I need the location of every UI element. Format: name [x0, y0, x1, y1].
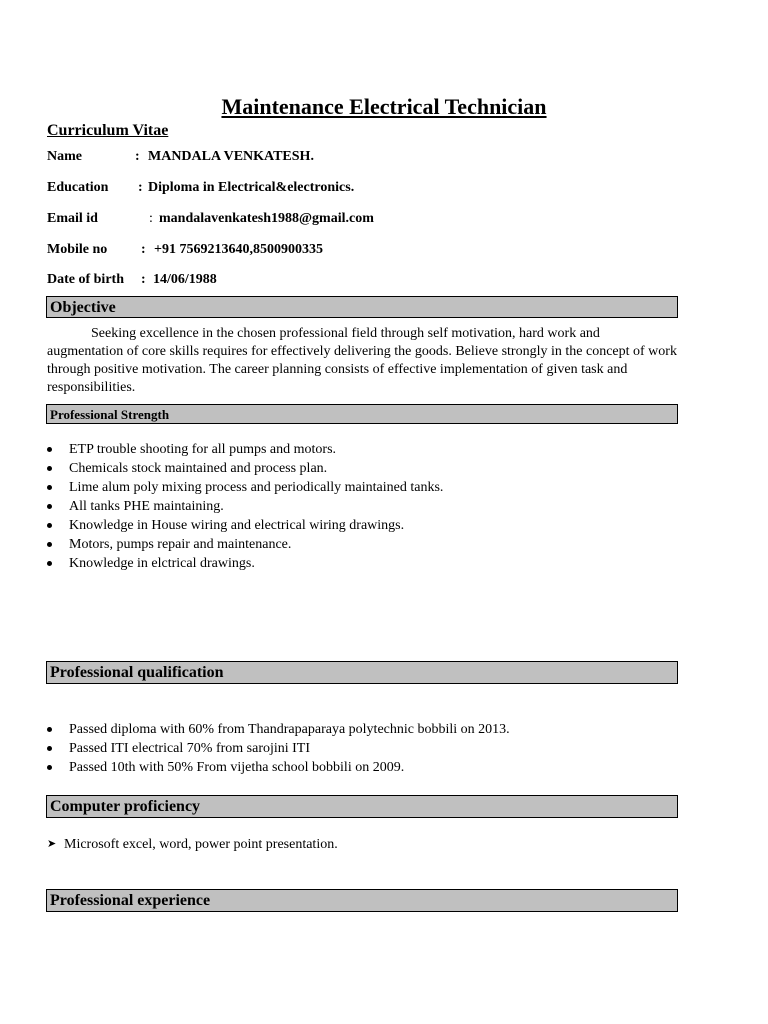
info-value: 14/06/1988 [153, 272, 217, 287]
list-item-text: Knowledge in elctrical drawings. [69, 556, 255, 571]
list-item [47, 440, 443, 459]
bullet-dot-icon [47, 561, 52, 566]
section-heading-objective [46, 296, 678, 318]
objective-paragraph [47, 325, 677, 397]
list-item [47, 516, 443, 535]
list-item [47, 739, 510, 758]
section-heading-qualification [46, 661, 678, 684]
list-item-text: Chemicals stock maintained and process plan. [69, 461, 328, 476]
list-item [47, 835, 338, 854]
info-separator: : [149, 211, 153, 226]
section-heading-experience [46, 889, 678, 912]
bullet-dot-icon [47, 466, 52, 471]
bullet-dot-icon [47, 485, 52, 490]
list-item-text: Lime alum poly mixing process and periodically maintained tanks. [69, 480, 444, 495]
list-item-text: All tanks PHE maintaining. [69, 499, 224, 514]
section-heading-text: Objective [50, 299, 116, 316]
info-row-email [47, 211, 374, 227]
info-label: Date of birth [47, 272, 124, 287]
info-value: Diploma in Electrical&electronics. [148, 180, 355, 195]
list-item [47, 720, 510, 739]
info-row-mobile [47, 242, 323, 258]
list-item-text: Microsoft excel, word, power point presentation. [64, 837, 338, 852]
info-row-education [47, 180, 354, 196]
section-heading-text: Professional qualification [50, 664, 224, 681]
info-separator: : [141, 272, 146, 287]
list-item-text: Passed ITI electrical 70% from sarojini ITI [69, 741, 311, 756]
section-heading-computer [46, 795, 678, 818]
list-item [47, 478, 443, 497]
info-label: Education [47, 180, 109, 195]
strength-list [47, 440, 443, 573]
bullet-dot-icon [47, 727, 52, 732]
bullet-dot-icon [47, 765, 52, 770]
info-label: Email id [47, 211, 98, 226]
qualification-list [47, 720, 510, 777]
info-separator: : [138, 180, 143, 195]
info-row-dob [47, 272, 217, 288]
info-row-name [47, 149, 314, 165]
info-label: Name [47, 149, 82, 164]
list-item-text: Passed 10th with 50% From vijetha school bobbili on 2009. [69, 760, 405, 775]
bullet-dot-icon [47, 746, 52, 751]
info-separator: : [135, 149, 140, 164]
section-heading-text: Computer proficiency [50, 798, 201, 815]
bullet-dot-icon [47, 504, 52, 509]
document-title: Maintenance Electrical Technician [221, 94, 547, 119]
section-heading-text: Professional experience [50, 892, 211, 909]
list-item [47, 554, 443, 573]
section-heading-strength [46, 404, 678, 424]
list-item [47, 758, 510, 777]
info-value: +91 7569213640,8500900335 [154, 242, 323, 257]
list-item-text: ETP trouble shooting for all pumps and motors. [69, 442, 337, 457]
list-item [47, 535, 443, 554]
bullet-dot-icon [47, 447, 52, 452]
document-subtitle: Curriculum Vitae [47, 122, 169, 139]
info-value: MANDALA VENKATESH. [148, 149, 314, 164]
bullet-dot-icon [47, 523, 52, 528]
computer-list [47, 835, 338, 854]
section-heading-text: Professional Strength [50, 407, 170, 422]
info-separator: : [141, 242, 146, 257]
info-label: Mobile no [47, 242, 108, 257]
list-item-text: Knowledge in House wiring and electrical wiring drawings. [69, 518, 405, 533]
objective-text: Seeking excellence in the chosen professional field through self motivation, hard work and augmentation of core skills requires for effectively delivering the goods. Believe strongly in the concept of work through positive motivation. The career planning consists of effective implementation of given task and responsibilities. [47, 326, 677, 395]
arrow-bullet-icon: ➤ [47, 838, 57, 850]
list-item [47, 497, 443, 516]
bullet-dot-icon [47, 542, 52, 547]
list-item [47, 459, 443, 478]
list-item-text: Motors, pumps repair and maintenance. [69, 537, 292, 552]
info-value: mandalavenkatesh1988@gmail.com [159, 211, 374, 226]
list-item-text: Passed diploma with 60% from Thandrapaparaya polytechnic bobbili on 2013. [69, 722, 510, 737]
